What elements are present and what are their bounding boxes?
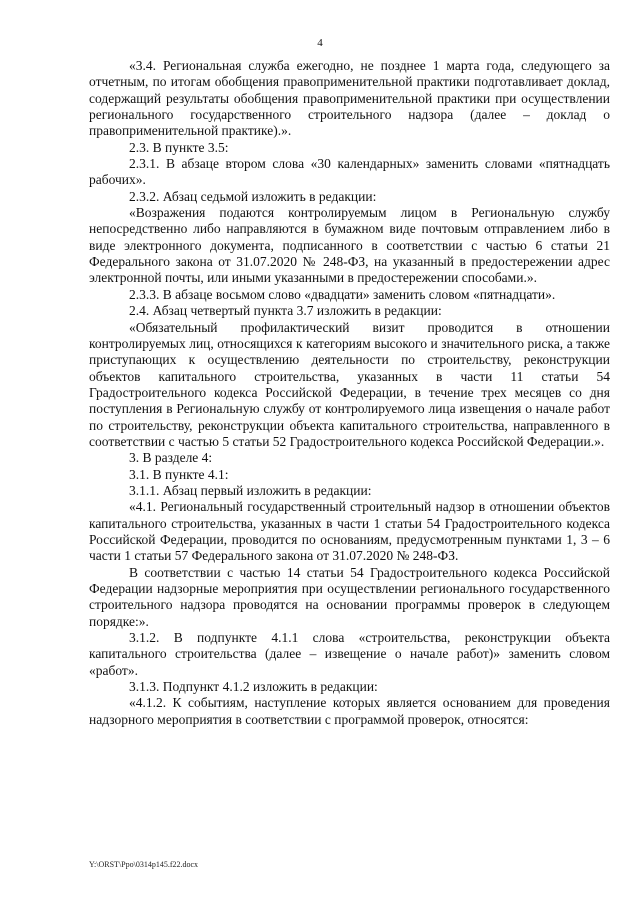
paragraph-3-1: 3.1. В пункте 4.1: [129,466,229,482]
paragraph-3-1-3: 3.1.3. Подпункт 4.1.2 изложить в редакции: [129,679,378,695]
page-number: 4 [317,37,323,49]
footer-file-path: Y:\ORST\Ppo\0314p145.f22.docx [89,860,199,869]
paragraph-2-3-3: 2.3.3. В абзаце восьмом слово «двадцати» заменить словом «пятнадцати». [129,286,556,302]
paragraph-2-3-1: 2.3.1. В абзаце втором слова «30 календарных» заменить словами «пятнадцать рабочих». [89,156,610,188]
paragraph-3-4: «3.4. Региональная служба ежегодно, не позднее 1 марта года, следующего за отчетным, по итогам обобщения правоприменительной практики подготавливает доклад, содержащий результаты обобщения правоприменительной практики при осуществлении регионального государственного строительного надзора (далее – доклад о правоприменительной практике).». [89,58,610,139]
paragraph-inspection-program: В соответствии с частью 14 статьи 54 Градостроительного кодекса Российской Федерации надзорные мероприятия при осуществлении регионального государственного строительного надзора проводятся на основании программы проверок в следующем порядке:». [89,564,610,629]
paragraph-3-1-2: 3.1.2. В подпункте 4.1.1 слова «строительства, реконструкции объекта капитального строительства (далее – извещение о начале работ)» заменить словом «работ». [89,630,610,678]
paragraph-preventive-visit: «Обязательный профилактический визит проводится в отношении контролируемых лиц, относящихся к категориям высокого и значительного риска, а также приступающих к осуществлению деятельности по строительству, реконструкции объектов капитального строительства, указанных в части 11 статьи 54 Градостроительного кодекса Российской Федерации, в течение трех месяцев со дня поступления в Региональную службу от контролируемого лица извещения о начале работ по строительству, реконструкции объекта капитального строительства, направленного в соответствии с частью 5 статьи 52 Градостроительного кодекса Российской Федерации.». [89,319,610,449]
paragraph-3-1-1: 3.1.1. Абзац первый изложить в редакции: [129,482,372,498]
paragraph-objections: «Возражения подаются контролируемым лицом в Региональную службу непосредственно либо направляются в бумажном виде почтовым отправлением либо в виде электронного документа, подписанного в соответствии с частью 6 статьи 21 Федерального закона от 31.07.2020 № 248-ФЗ, на указанный в предостережении адрес электронной почты, или иными указанными в предостережении способами.». [89,205,610,286]
document-body [89,58,610,728]
paragraph-2-3: 2.3. В пункте 3.5: [129,139,229,155]
paragraph-4-1: «4.1. Региональный государственный строительный надзор в отношении объектов капитального строительства, указанных в части 1 статьи 54 Градостроительного кодекса Российской Федерации, проводится по основаниям, предусмотренным пунктами 1, 3 – 6 части 1 статьи 57 Федерального закона от 31.07.2020 № 248-ФЗ. [89,499,610,564]
paragraph-4-1-2: «4.1.2. К событиям, наступление которых является основанием для проведения надзорного мероприятия в соответствии с программой проверок, относятся: [89,695,610,727]
paragraph-2-4: 2.4. Абзац четвертый пункта 3.7 изложить в редакции: [129,303,442,319]
paragraph-2-3-2: 2.3.2. Абзац седьмой изложить в редакции: [129,188,377,204]
paragraph-3: 3. В разделе 4: [129,450,213,466]
